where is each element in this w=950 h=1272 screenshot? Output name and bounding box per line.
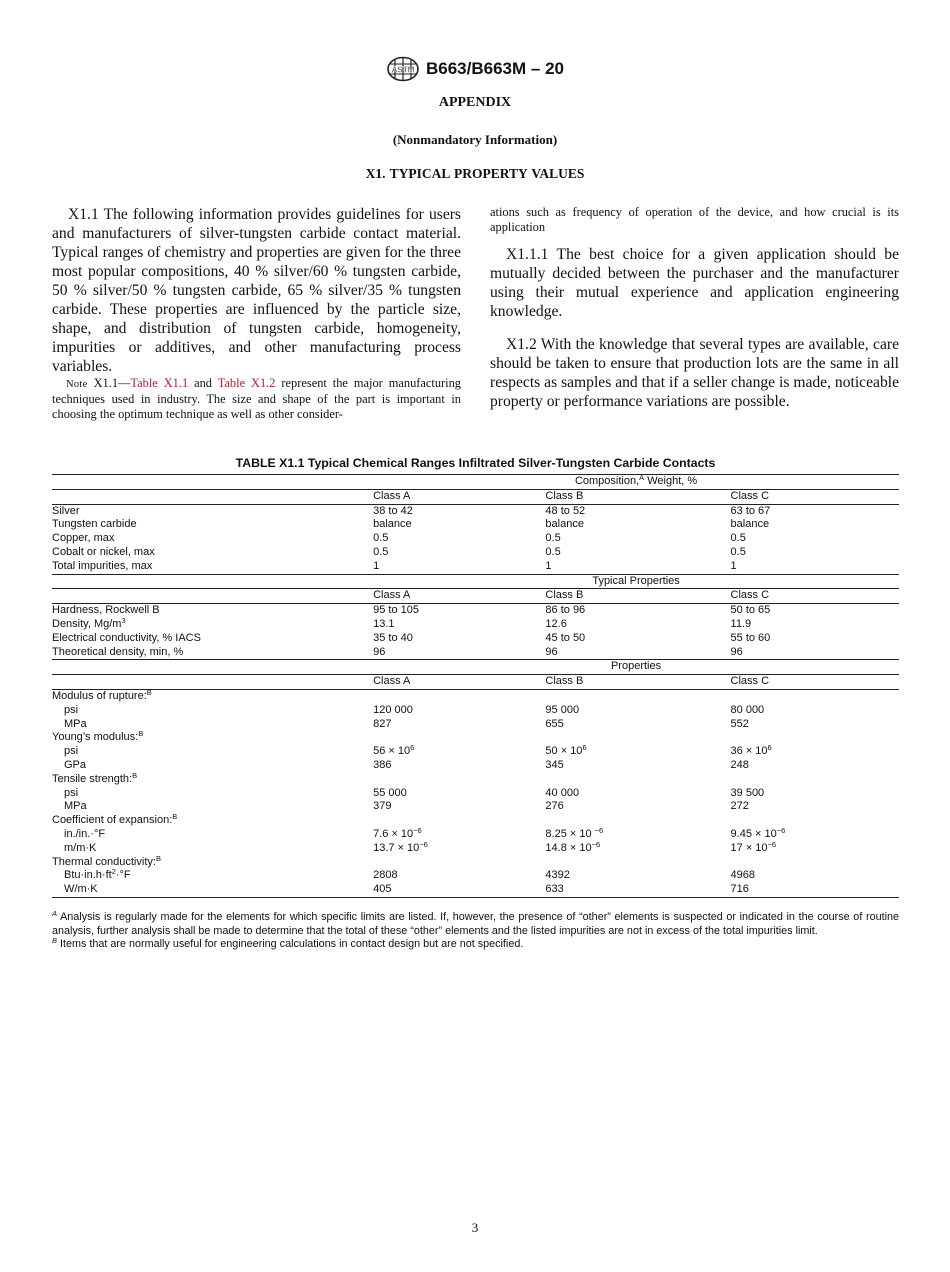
table-row (52, 704, 899, 718)
superscript: B (155, 853, 161, 863)
value-class-b: 0.5 (545, 532, 561, 545)
table-cell (545, 731, 730, 745)
class-header: Class C (731, 489, 899, 504)
value-class-a: balance (373, 518, 412, 531)
value-class-a: 38 to 42 (373, 504, 413, 517)
superscript: −6 (591, 839, 601, 849)
page-number: 3 (471, 1220, 479, 1235)
value-class-b: 8.25 × 10 $^{-6}$ (545, 825, 604, 840)
value-class-a: $7.6 \times 10^{-6}$ (373, 825, 422, 840)
row-label: Tungsten carbide (52, 518, 137, 531)
table-x1-2-link[interactable]: Table X1.2 (217, 376, 276, 390)
table-cell (731, 856, 899, 870)
unit-label: MPa (64, 800, 87, 813)
value-class-c: 11.9 (730, 617, 752, 630)
value-class-c: 39 500 (730, 786, 765, 799)
note-and: and (188, 376, 218, 390)
table-caption: TABLE X1.1 Typical Chemical Ranges Infiltrated Silver-Tungsten Carbide Contacts (235, 456, 716, 470)
class-header: Class B (545, 489, 730, 504)
value-class-b: 45 to 50 (545, 631, 586, 644)
composition-header: Composition,$^A$ Weight, % (373, 475, 899, 490)
row-label: Silver (52, 504, 80, 517)
superscript: −6 (776, 825, 786, 835)
value-class-c: balance (730, 518, 770, 531)
table-cell (731, 773, 899, 787)
group-label: Coefficient of expansion:$^B$ (52, 812, 178, 827)
table-row (52, 646, 899, 660)
unit-label: psi (64, 745, 79, 758)
table-cell (52, 589, 373, 604)
paragraph-x1-2: X1.2 With the knowledge that several types are available, care should be taken to ensure that production lots are the same in all respects as samples and that if a seller change is made, noticeable property or performance variations are possible. (490, 336, 899, 410)
value-class-a: 13.1 (373, 617, 395, 630)
value-class-b: 86 to 96 (545, 604, 586, 617)
row-label: Total impurities, max (52, 560, 373, 574)
table-cell (731, 731, 899, 745)
paragraph-x1-1-1: X1.1.1 The best choice for a given application should be mutually decided between the purchaser and the manufacturer using their mutual experience and application engineering knowledge. (490, 246, 899, 320)
note-number: X1.1— (93, 376, 131, 390)
section-heading: X1. TYPICAL PROPERTY VALUES (365, 166, 585, 181)
value-class-a: 1 (373, 560, 545, 574)
value-class-c: 4968 (730, 869, 756, 882)
footnote: $^B$ Items that are normally useful for engineering calculations in contact design but are not specified. (52, 936, 524, 950)
value-class-b: 1 (545, 560, 730, 574)
value-class-a: 96 (373, 646, 545, 660)
property-table (52, 474, 899, 898)
unit-label: $Btu\cdot in.h\cdot ft^2\cdot^\circ F$ (64, 867, 131, 882)
table-cell (731, 814, 899, 828)
superscript: −6 (413, 825, 422, 835)
table-row (52, 787, 899, 801)
table-cell (52, 660, 373, 675)
table-row (52, 842, 899, 856)
value-class-a: $56 \times 10^6$ (373, 743, 415, 758)
table-x1-1-link[interactable]: Table X1.1 (130, 376, 189, 390)
value-class-a: 379 (373, 800, 392, 813)
value-class-b: 95 000 (545, 703, 580, 716)
astm-logo (386, 56, 420, 82)
unit-label: psi (64, 703, 79, 716)
footnote-mark: B (52, 936, 58, 945)
group-label: Thermal conductivity:$^B$ (52, 853, 161, 868)
unit-label: in./in.·°F (64, 827, 106, 840)
table-cell (545, 689, 730, 703)
table-cell (52, 675, 373, 690)
table-cell (373, 689, 545, 703)
table-row (52, 731, 899, 745)
value-class-b: 276 (545, 800, 564, 813)
table-row (52, 504, 899, 518)
table-cell (373, 814, 545, 828)
table-cell (52, 574, 373, 589)
footnote-mark: A (52, 909, 58, 918)
superscript: −6 (594, 825, 604, 835)
table-row (52, 604, 899, 618)
unit-label: MPa (64, 717, 87, 730)
value-class-c: 552 (730, 717, 749, 730)
appendix-heading: APPENDIX (438, 95, 512, 110)
class-header: Class C (731, 675, 899, 690)
table-cell (373, 856, 545, 870)
table-row (52, 883, 899, 897)
class-header: Class A (373, 489, 545, 504)
class-header: Class A (373, 675, 545, 690)
value-class-b: 96 (545, 646, 730, 660)
value-class-b: $50 \times 10^6$ (545, 743, 587, 758)
row-label: Theoretical density, min, % (52, 646, 373, 660)
table-row (52, 475, 899, 490)
value-class-a: 0.5 (373, 532, 389, 545)
row-label: Hardness, Rockwell B (52, 604, 160, 617)
value-class-a: 2808 (373, 869, 398, 882)
value-class-b: 40 000 (545, 786, 580, 799)
value-class-a: 827 (373, 717, 392, 730)
section-header: Properties (373, 660, 899, 675)
value-class-c: 0.5 (730, 545, 746, 558)
value-class-c: 248 (730, 758, 749, 771)
value-class-c: 1 (731, 560, 899, 574)
table-row (52, 800, 899, 814)
value-class-c: 55 to 60 (730, 631, 771, 644)
value-class-a: 405 (373, 883, 545, 897)
class-header: Class B (545, 589, 730, 604)
group-label: Young’s modulus:$^B$ (52, 729, 144, 744)
note-continuation: ations such as frequency of operation of the device, and how crucial is its application (490, 205, 899, 234)
footnote-mark: A (639, 473, 645, 482)
value-class-b: balance (545, 518, 584, 531)
class-header: Class B (545, 675, 730, 690)
value-class-c: 96 (731, 646, 899, 660)
value-class-b: 655 (545, 717, 564, 730)
value-class-a: 95 to 105 (373, 604, 419, 617)
value-class-b: $14.8 \times 10^{-6}$ (545, 839, 601, 854)
value-class-a: 35 to 40 (373, 631, 413, 644)
paragraph-x1-1: X1.1 The following information provides guidelines for users and manufacturers of silver-tungsten carbide contact material. Typical ranges of chemistry and properties are given for the three most popular compositions, 40 % silver/60 % tungsten carbide, 50 % silver/50 % tungsten carbide, 65 % silver/35 % tungsten carbide. These properties are influenced by the particle size, shape, and distribution of tungsten carbide, homogeneity, impurities or additives, and other manufacturing process variables. (52, 206, 461, 375)
superscript: B (138, 729, 144, 739)
document-designation: B663/B663M – 20 (426, 59, 564, 78)
table-footnotes (52, 911, 899, 952)
table-row (52, 759, 899, 773)
table-cell (731, 689, 899, 703)
value-class-c: $9.45 \times 10^{-6}$ (730, 825, 786, 840)
value-class-b: 0.5 (545, 545, 561, 558)
superscript: B (172, 812, 178, 822)
superscript: 6 (767, 743, 772, 753)
table-cell (545, 773, 730, 787)
table-row (52, 718, 899, 732)
superscript: 3 (121, 615, 126, 625)
row-label: Electrical conductivity, % IACS (52, 631, 201, 644)
group-label: Modulus of rupture:$^B$ (52, 687, 152, 702)
value-class-a: 55 000 (373, 786, 407, 799)
table-cell (545, 814, 730, 828)
page-header (0, 56, 950, 87)
table-row (52, 589, 899, 604)
note-text: represent the major manufacturing techniques used in industry. The size and shape of the part is important in choosing the optimum technique as well as other consider- (52, 376, 461, 421)
table-cell (52, 475, 373, 490)
value-class-b: 4392 (545, 869, 570, 882)
table-row (52, 773, 899, 787)
superscript: −6 (767, 839, 777, 849)
left-column (52, 205, 461, 422)
class-header: Class C (731, 589, 899, 604)
table-row (52, 532, 899, 546)
note-label: Note (66, 379, 88, 390)
superscript: 6 (582, 743, 587, 753)
value-class-c: 50 to 65 (730, 604, 771, 617)
row-label: Copper, max (52, 532, 115, 545)
value-class-a: 0.5 (373, 545, 389, 558)
unit-label: W/m·K (52, 883, 373, 897)
value-class-c: $36 \times 10^6$ (730, 743, 772, 758)
svg-text:ASTM: ASTM (391, 65, 415, 75)
unit-label: GPa (64, 758, 87, 771)
table-row (52, 632, 899, 646)
table-row (52, 660, 899, 675)
table-row (52, 814, 899, 828)
value-class-c: 716 (731, 883, 899, 897)
row-label: Cobalt or nickel, max (52, 545, 155, 558)
table-row (52, 675, 899, 690)
value-class-b: 12.6 (545, 617, 567, 630)
table-row (52, 618, 899, 632)
section-header: Typical Properties (373, 574, 899, 589)
table-cell (373, 731, 545, 745)
table-row (52, 518, 899, 532)
unit-label: psi (64, 786, 79, 799)
value-class-c: 0.5 (730, 532, 746, 545)
class-header: Class A (373, 589, 545, 604)
value-class-b: 48 to 52 (545, 504, 586, 517)
table-row (52, 560, 899, 574)
value-class-a: 120 000 (373, 703, 413, 716)
table-row (52, 869, 899, 883)
superscript: −6 (419, 839, 428, 849)
value-class-c: 272 (730, 800, 749, 813)
table-row (52, 745, 899, 759)
note-x1-1 (52, 376, 461, 422)
value-class-c: 63 to 67 (730, 504, 771, 517)
value-class-b: 633 (545, 883, 730, 897)
unit-label: m/m·K (64, 841, 97, 854)
value-class-c: $17 \times 10^{-6}$ (730, 839, 777, 854)
value-class-a: 386 (373, 758, 392, 771)
table-row (52, 689, 899, 703)
footnote: $^A$ Analysis is regularly made for the elements for which specific limits are listed. If, however, the presence of “other” elements is suspected or indicated in the course of routine analysis, further analysis shall be made to determine that the total of these “other” elements and the listed impurities are not in excess of the total impurities limit. (52, 909, 899, 937)
table-row (52, 856, 899, 870)
right-column (490, 205, 899, 411)
value-class-a: $13.7 \times 10^{-6}$ (373, 839, 428, 854)
table-row (52, 489, 899, 504)
superscript: B (146, 687, 152, 697)
superscript: 2 (111, 867, 116, 877)
superscript: B (132, 770, 138, 780)
table-row (52, 574, 899, 589)
group-label: Tensile strength:$^B$ (52, 770, 138, 785)
superscript: 6 (410, 743, 415, 753)
table-cell (545, 856, 730, 870)
row-label: Density, $Mg/m^3$ (52, 615, 126, 630)
value-class-c: 80 000 (730, 703, 765, 716)
table-cell (52, 489, 373, 504)
value-class-b: 345 (545, 758, 564, 771)
table-row (52, 546, 899, 560)
table-cell (373, 773, 545, 787)
nonmandatory-heading: (Nonmandatory Information) (392, 132, 558, 147)
